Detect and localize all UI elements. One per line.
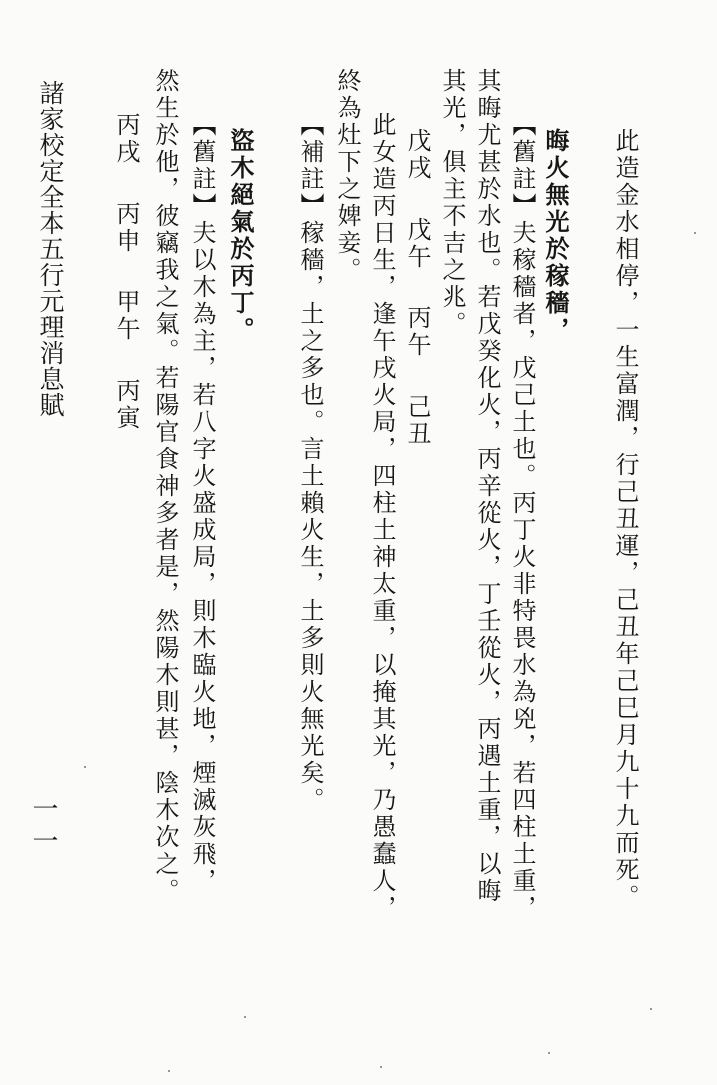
verse-heading-1: 晦火無光於稼穡，: [541, 128, 570, 344]
pillar-day: 丙午: [403, 305, 431, 360]
running-title: 諸家校定全本五行元理消息賦: [36, 80, 65, 418]
text-column-9: 【補註】稼穡，土之多也。言土賴火生，土多則火無光矣。: [296, 112, 324, 814]
text-column-4: 其晦尤甚於水也。若戊癸化火，丙辛從火，丁壬從火，丙遇土重，以晦: [473, 68, 501, 905]
four-pillars-2: [114, 112, 138, 432]
pillar-month: 戊午: [403, 216, 431, 271]
pillar-year: 丙戌: [112, 112, 140, 166]
text-column-1: 此造金水相停，一生富潤，行己丑運，己丑年己巳月九十九而死。: [611, 128, 639, 911]
scan-speck: [168, 1070, 170, 1072]
text-column-11: 【舊註】夫以木為主，若八字火盛成局，則木臨火地，煙滅灰飛，: [188, 112, 216, 895]
scan-speck: [84, 766, 86, 768]
four-pillars-1: [405, 128, 429, 448]
scan-speck: [694, 232, 696, 234]
text-column-7: 此女造丙日生，逢午戌火局，四柱土神太重，以掩其光，乃愚蠢人，: [368, 112, 396, 922]
scan-speck: [380, 1066, 382, 1068]
pillar-month: 丙申: [112, 200, 140, 255]
pillar-day: 甲午: [112, 289, 140, 344]
page-number: 一一: [28, 795, 58, 859]
text-column-3: 【舊註】夫稼穡者，戊己土也。丙丁火非特畏水為兇，若四柱土重，: [508, 112, 536, 922]
scan-speck: [244, 1016, 246, 1018]
scan-speck: [548, 1052, 550, 1054]
pillar-hour: 己丑: [403, 393, 431, 448]
text-column-5: 其光，俱主不吉之兆。: [438, 68, 466, 338]
pillar-year: 戊戌: [403, 128, 431, 182]
text-column-8: 終為灶下之婢妾。: [333, 68, 361, 284]
scan-speck: [650, 1008, 652, 1010]
verse-heading-2: 盜木絕氣於丙丁。: [226, 128, 255, 344]
pillar-hour: 丙寅: [112, 377, 140, 432]
text-column-12: 然生於他，彼竊我之氣。若陽官食神多者是，然陽木則甚，陰木次之。: [151, 68, 179, 905]
